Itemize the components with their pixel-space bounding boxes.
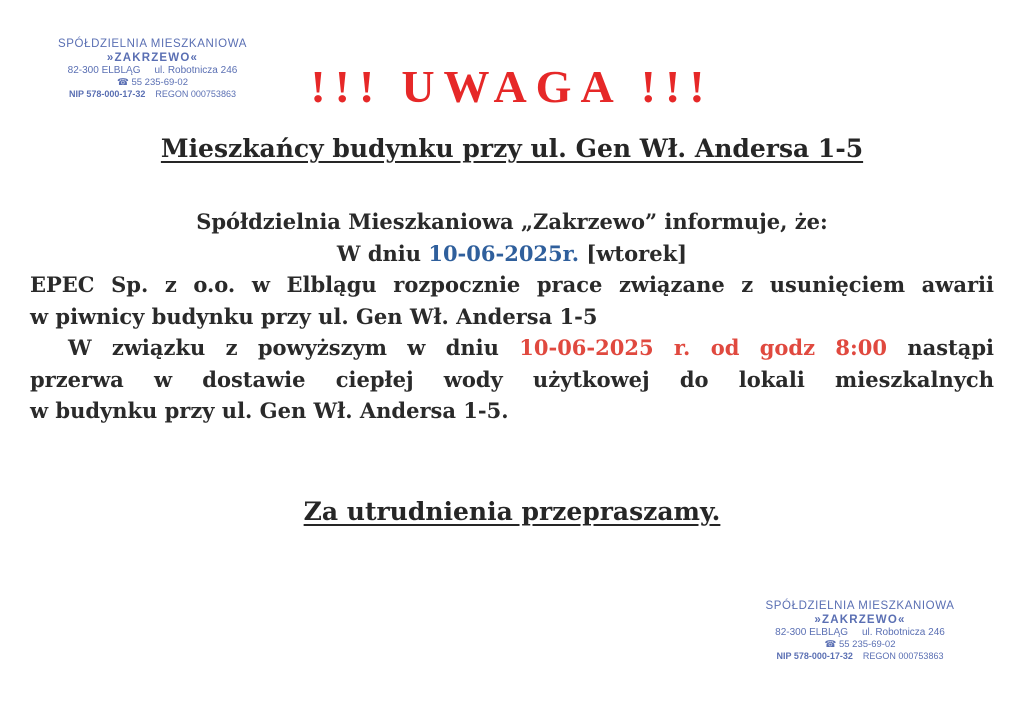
stamp-street: ul. Robotnicza 246 (154, 65, 238, 77)
cooperative-stamp-bottom (760, 599, 960, 662)
para2-highlight: 10-06-2025 r. od godz 8:00 (519, 335, 887, 360)
stamp-phone: ☎ 55 235-69-02 (824, 639, 896, 651)
para2-prefix: W związku z powyższym w dniu (68, 335, 520, 360)
stamp-phone: ☎ 55 235-69-02 (117, 77, 188, 89)
stamp-brand: »ZAKRZEWO« (106, 52, 199, 65)
notice-title (0, 60, 1024, 113)
para2-line3: w budynku przy ul. Gen Wł. Andersa 1-5. (30, 398, 509, 423)
date-suffix: [wtorek] (579, 240, 688, 266)
title-word: UWAGA (401, 61, 623, 112)
stamp-regon: REGON 000753863 (155, 88, 236, 99)
para2-suffix: nastąpi (886, 335, 994, 360)
stamp-street: ul. Robotnicza 246 (861, 627, 945, 639)
date-prefix: W dniu (336, 240, 429, 266)
subtitle-text: Mieszkańcy budynku przy ul. Gen Wł. Andersa 1-5 (160, 134, 864, 163)
stamp-nip: NIP 578-000-17-32 (776, 650, 853, 661)
notice-subtitle (0, 134, 1024, 163)
para2-line1 (30, 332, 994, 364)
title-exclaim-left: !!! (310, 61, 384, 112)
stamp-nip: NIP 578-000-17-32 (69, 88, 146, 99)
stamp-ids (760, 651, 960, 662)
para2-line2: przerwa w dostawie ciepłej wody użytkowej do lokali mieszkalnych (30, 366, 994, 392)
apology-text: Za utrudnienia przepraszamy. (303, 497, 721, 526)
apology-line (0, 497, 1024, 526)
intro-line: Spółdzielnia Mieszkaniowa „Zakrzewo” informuje, że: (196, 209, 828, 234)
para1-line2: w piwnicy budynku przy ul. Gen Wł. Andersa 1-5 (30, 303, 598, 329)
para1-line1: EPEC Sp. z o.o. w Elblągu rozpocznie prace związane z usunięciem awarii (30, 272, 994, 297)
stamp-city: 82-300 ELBLĄG (775, 627, 848, 639)
stamp-name: SPÓŁDZIELNIA MIESZKANIOWA (765, 600, 955, 612)
stamp-name: SPÓŁDZIELNIA MIESZKANIOWA (57, 38, 248, 50)
date-line (30, 238, 994, 270)
stamp-city: 82-300 ELBLĄG (67, 65, 141, 77)
stamp-regon: REGON 000753863 (862, 650, 944, 661)
title-exclaim-right: !!! (640, 61, 714, 112)
notice-body (30, 206, 994, 427)
stamp-brand: »ZAKRZEWO« (814, 614, 906, 627)
date-value: 10-06-2025r. (428, 240, 580, 266)
stamp-address (760, 627, 960, 639)
